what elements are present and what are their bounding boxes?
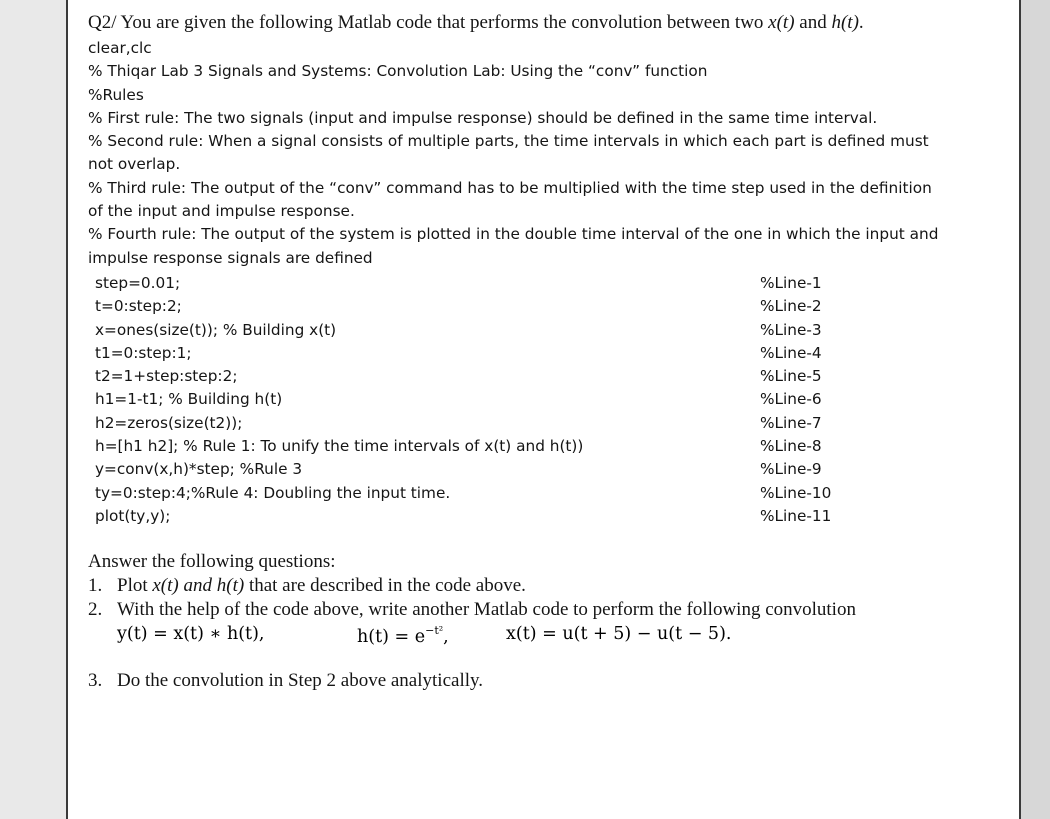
question-item-2 <box>88 598 856 622</box>
background-band <box>1021 0 1050 819</box>
answer-section <box>88 550 856 622</box>
code-statement: t2=1+step:step:2; <box>95 367 238 386</box>
code-line <box>95 435 835 458</box>
question-item-3 <box>88 670 483 692</box>
code-statement: y=conv(x,h)*step; %Rule 3 <box>95 460 303 479</box>
line-tag: %Line-6 <box>760 390 822 409</box>
equation-h-exponent: −t² <box>425 624 444 637</box>
preamble-line: impulse response signals are defined <box>88 248 373 267</box>
item-text: that are described in the code above. <box>244 575 526 596</box>
preamble-line: % Thiqar Lab 3 Signals and Systems: Convolution Lab: Using the “conv” function <box>88 62 708 81</box>
question-title <box>88 12 864 34</box>
question-conjunction: and <box>794 12 832 33</box>
line-tag: %Line-4 <box>760 343 822 362</box>
preamble-line: % Second rule: When a signal consists of multiple parts, the time intervals in which each part is defined must <box>88 132 929 151</box>
equation-x: x(t) = u(t + 5) − u(t − 5). <box>506 624 732 644</box>
equation-y: y(t) = x(t) ∗ h(t), <box>117 624 265 644</box>
code-line <box>95 342 835 365</box>
matlab-code-block <box>95 272 835 528</box>
code-line <box>95 388 835 411</box>
line-tag: %Line-5 <box>760 367 822 386</box>
code-line <box>95 272 835 295</box>
signal-x-symbol: x(t) <box>768 12 795 33</box>
item-text: Do the convolution in Step 2 above analytically. <box>117 670 484 691</box>
line-tag: %Line-8 <box>760 437 822 456</box>
question-text: Q2/ You are given the following Matlab code that performs the convolution between two <box>88 12 769 33</box>
line-tag: %Line-1 <box>760 274 822 292</box>
code-line <box>95 365 835 388</box>
line-tag: %Line-7 <box>760 413 822 432</box>
equation-h-base: h(t) = e <box>357 627 426 647</box>
code-statement: t1=0:step:1; <box>95 343 192 362</box>
preamble-line: not overlap. <box>88 155 181 174</box>
preamble-line: of the input and impulse response. <box>88 202 355 221</box>
code-statement: h2=zeros(size(t2)); <box>95 413 243 432</box>
line-tag: %Line-9 <box>760 460 822 479</box>
code-statement: t=0:step:2; <box>95 297 182 316</box>
equation-h <box>357 624 449 647</box>
line-tag: %Line-10 <box>760 483 832 502</box>
item-text: With the help of the code above, write another Matlab code to perform the following convolution <box>117 599 856 620</box>
code-line <box>95 458 835 481</box>
line-tag: %Line-3 <box>760 320 822 339</box>
code-preamble <box>88 37 978 270</box>
signal-h-symbol: h(t) <box>831 12 859 33</box>
code-line <box>95 295 835 318</box>
preamble-line: % Third rule: The output of the “conv” command has to be multiplied with the time step used in the definition <box>88 178 932 197</box>
item-number: 1. <box>88 575 103 596</box>
code-statement: h1=1-t1; % Building h(t) <box>95 390 283 409</box>
code-statement: plot(ty,y); <box>95 506 171 525</box>
code-line <box>95 319 835 342</box>
item-number: 2. <box>88 599 103 620</box>
answers-heading: Answer the following questions: <box>88 551 336 572</box>
code-statement: h=[h1 h2]; % Rule 1: To unify the time intervals of x(t) and h(t)) <box>95 437 584 456</box>
preamble-line: %Rules <box>88 85 144 104</box>
question-period: . <box>858 12 864 33</box>
line-tag: %Line-11 <box>760 506 832 525</box>
preamble-line: % Fourth rule: The output of the system is plotted in the double time interval of the one in which the input and <box>88 225 939 244</box>
preamble-line: clear,clc <box>88 39 152 57</box>
signal-symbols: x(t) and h(t) <box>152 575 245 596</box>
question-item-1 <box>88 574 856 598</box>
code-line <box>95 505 835 528</box>
equation-comma: , <box>443 627 449 647</box>
code-line <box>95 482 835 505</box>
preamble-line: % First rule: The two signals (input and impulse response) should be defined in the same time interval. <box>88 108 878 127</box>
code-statement: ty=0:step:4;%Rule 4: Doubling the input time. <box>95 483 451 502</box>
code-statement: step=0.01; <box>95 274 181 292</box>
code-statement: x=ones(size(t)); % Building x(t) <box>95 320 337 339</box>
line-tag: %Line-2 <box>760 297 822 316</box>
code-line <box>95 412 835 435</box>
item-text: Plot <box>117 575 153 596</box>
item-number: 3. <box>88 670 103 691</box>
